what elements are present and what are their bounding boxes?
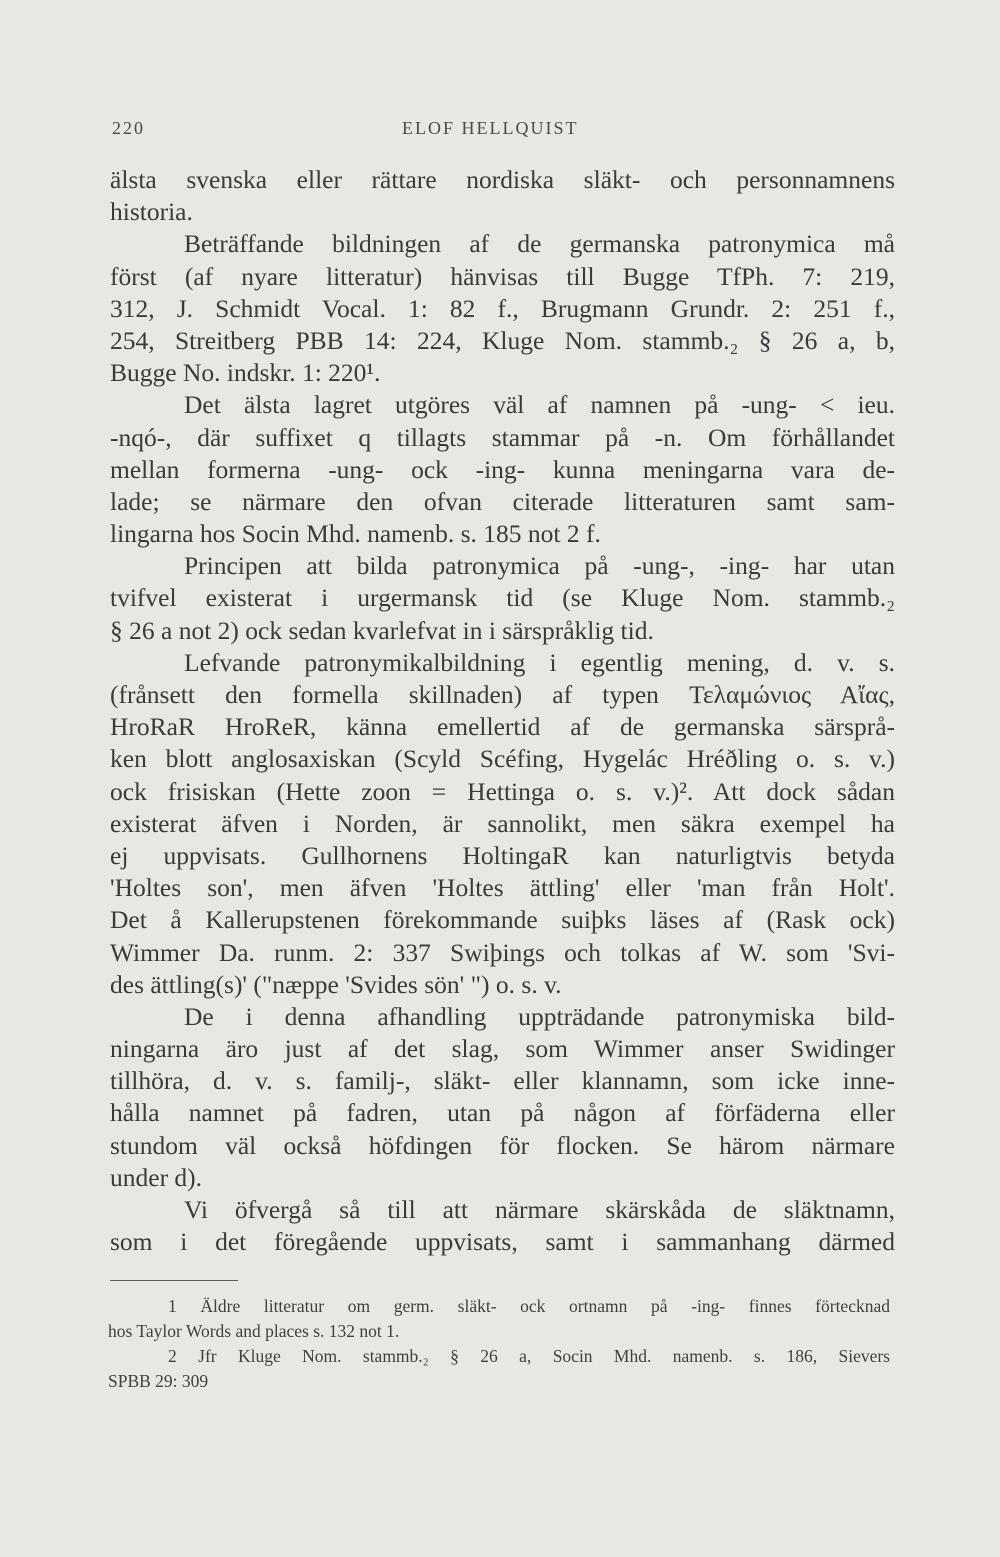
text-line: Lefvande patronymikalbildning i egentlig mening, d. v. s. — [184, 647, 895, 677]
text-line: Vi öfvergå så till att närmare skärskåda de släktnamn, — [184, 1195, 895, 1224]
text-line: stundom väl också höfdingen för flocken. Se härom närmare — [110, 1130, 895, 1160]
text-line: -nqó-, där suffixet q tillagts stammar på -n. Om förhållandet — [110, 422, 895, 452]
text-line: hålla namnet på fadren, utan på någon af förfäderna eller — [110, 1098, 895, 1128]
footnote-line: hos Taylor Words and places s. 132 not 1. — [108, 1321, 400, 1341]
text-line: ningarna äro just af det slag, som Wimmer anser Swidinger — [110, 1034, 895, 1064]
page-header — [112, 118, 892, 148]
text-line: Principen att bilda patronymica på -ung-, -ing- har utan — [184, 551, 895, 581]
page-number: 220 — [112, 118, 145, 138]
text-line: under d). — [110, 1162, 203, 1192]
text-line: tillhöra, d. v. s. familj-, släkt- eller klannamn, som icke inne- — [110, 1066, 895, 1096]
footnote-line: SPBB 29: 309 — [108, 1371, 209, 1391]
text-line: Wimmer Da. runm. 2: 337 Swiþings och tolkas af W. som 'Svi- — [110, 937, 895, 967]
text-line: historia. — [110, 197, 193, 227]
text-line: Bugge No. indskr. 1: 220¹. — [110, 358, 381, 388]
text-line: existerat äfven i Norden, är sannolikt, men säkra exempel ha — [110, 808, 895, 838]
text-line: Det å Kallerupstenen förekommande suiþks läses af (Rask ock) — [110, 905, 895, 935]
text-line: De i denna afhandling uppträdande patronymiska bild- — [184, 1001, 895, 1031]
text-line: ej uppvisats. Gullhornens HoltingaR kan naturligtvis betyda — [110, 840, 895, 870]
text-line: des ättling(s)' ("næppe 'Svides sön' ") o. s. v. — [110, 969, 562, 999]
text-line: ken blott anglosaxiskan (Scyld Scéfing, Hygelác Hréðling o. s. v.) — [110, 744, 895, 774]
text-line: Det älsta lagret utgöres väl af namnen på -ung- < ieu. — [184, 390, 895, 420]
running-title: ELOF HELLQUIST — [402, 118, 579, 138]
text-line: tvifvel existerat i urgermansk tid (se Kluge Nom. stammb.₂ — [110, 583, 895, 613]
text-line: älsta svenska eller rättare nordiska släkt- och personnamnens — [110, 165, 895, 194]
text-line: lingarna hos Socin Mhd. namenb. s. 185 not 2 f. — [110, 519, 601, 549]
main-text — [110, 164, 895, 1258]
footnote-line: 2 Jfr Kluge Nom. stammb.₂ § 26 a, Socin Mhd. namenb. s. 186, Sievers — [168, 1346, 890, 1366]
text-line: lade; se närmare den ofvan citerade litteraturen samt sam- — [110, 486, 895, 516]
text-line: som i det föregående uppvisats, samt i sammanhang därmed — [110, 1227, 895, 1257]
footnotes — [108, 1294, 890, 1394]
text-line: HroRaR HroReR, känna emellertid af de germanska särsprå- — [110, 712, 895, 742]
footnote-divider — [110, 1280, 238, 1281]
text-line: (frånsett den formella skillnaden) af typen Τελαμώνιος Αἴας, — [110, 680, 895, 709]
text-line: 'Holtes son', men äfven 'Holtes ättling' eller 'man från Holt'. — [110, 873, 895, 903]
text-line: först (af nyare litteratur) hänvisas till Bugge TfPh. 7: 219, — [110, 261, 895, 291]
text-line: ock frisiskan (Hette zoon = Hettinga o. s. v.)². Att dock sådan — [110, 776, 895, 806]
text-line: 312, J. Schmidt Vocal. 1: 82 f., Brugmann Grundr. 2: 251 f., — [110, 293, 895, 323]
text-line: mellan formerna -ung- ock -ing- kunna meningarna vara de- — [110, 454, 895, 484]
text-line: 254, Streitberg PBB 14: 224, Kluge Nom. stammb.₂ § 26 a, b, — [110, 325, 895, 355]
text-line: § 26 a not 2) ock sedan kvarlefvat in i särspråklig tid. — [110, 615, 654, 645]
text-line: Beträffande bildningen af de germanska patronymica må — [184, 229, 895, 259]
footnote-line: 1 Äldre litteratur om germ. släkt- ock ortnamn på -ing- finnes förtecknad — [168, 1296, 890, 1316]
